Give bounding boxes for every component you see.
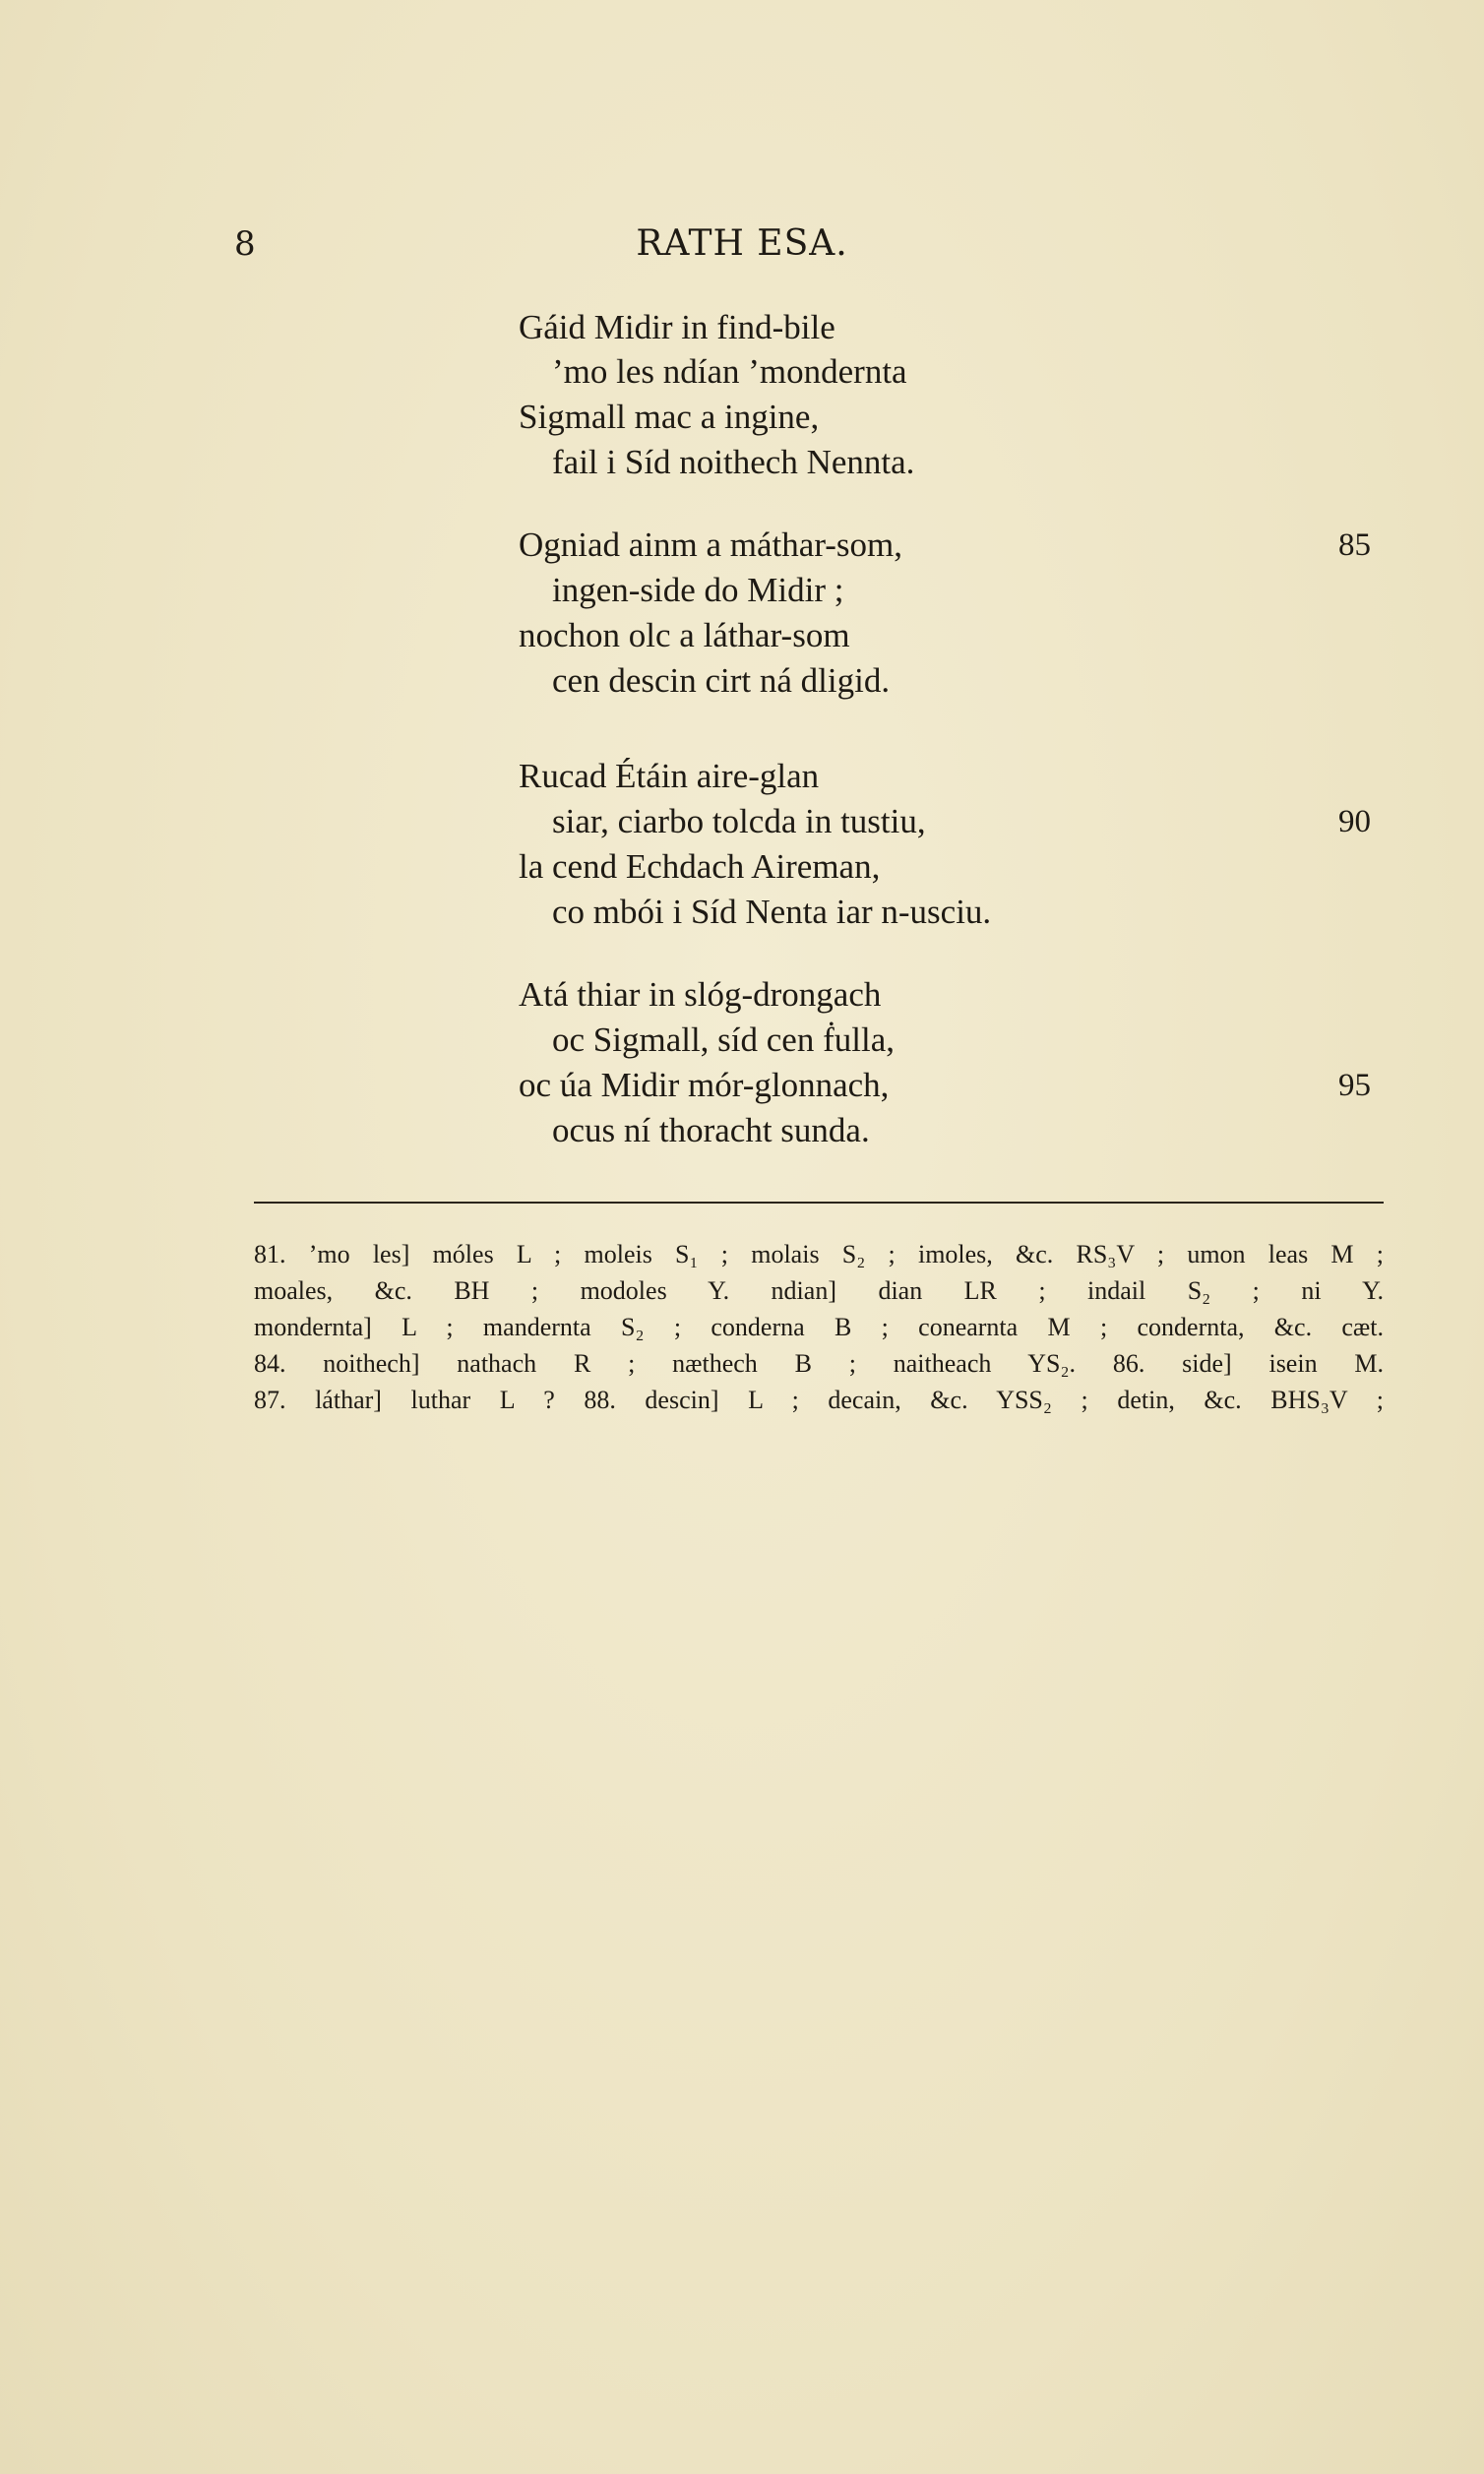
line-number: 85 (1338, 527, 1371, 563)
footnote-line: mondernta] L ; mandernta S₂ ; conderna B ; conearnta M ; condernta, &c. cæt. (254, 1313, 1384, 1341)
verse-line: cen descin cirt ná dligid. (552, 661, 891, 700)
verse-line: Gáid Midir in find-bile (519, 308, 835, 346)
verse-line: fail i Síd noithech Nennta. (552, 443, 915, 481)
footnotes (254, 1236, 1384, 1418)
running-head: RATH ESA. (636, 223, 848, 264)
line-number: 90 (1338, 804, 1371, 839)
footnote-rule (254, 1202, 1384, 1204)
verse-line: ’mo les ndían ’mondernta (552, 352, 907, 391)
footnote-line: 81. ’mo les] móles L ; moleis S₁ ; molais S₂ ; imoles, &c. RS₃V ; umon leas M ; (254, 1240, 1384, 1268)
line-number: 95 (1338, 1068, 1371, 1103)
verse-line: Rucad Étáin aire-glan (519, 757, 820, 795)
verse-line: Atá thiar in slóg-drongach (519, 975, 882, 1014)
verse-line: oc Sigmall, síd cen ḟulla, (552, 1021, 895, 1059)
footnote-line: 87. láthar] luthar L ? 88. descin] L ; decain, &c. YSS₂ ; detin, &c. BHS₃V ; (254, 1386, 1384, 1414)
verse-line: Sigmall mac a ingine, (519, 398, 820, 436)
footnote-line: moales, &c. BH ; modoles Y. ndian] dian LR ; indail S₂ ; ni Y. (254, 1276, 1384, 1305)
verse-line: ingen-side do Midir ; (552, 571, 844, 609)
verse-line: siar, ciarbo tolcda in tustiu, (552, 802, 926, 840)
verse-line: co mbói i Síd Nenta iar n-usciu. (552, 893, 992, 931)
verse-line: oc úa Midir mór-glonnach, (519, 1066, 890, 1104)
verse-line: la cend Echdach Aireman, (519, 847, 881, 886)
verse-line: Ogniad ainm a máthar-som, (519, 526, 903, 564)
verse-line: ocus ní thoracht sunda. (552, 1111, 870, 1149)
verse-line: nochon olc a láthar-som (519, 616, 850, 654)
footnote-line: 84. noithech] nathach R ; næthech B ; naitheach YS₂. 86. side] isein M. (254, 1349, 1384, 1378)
page-number: 8 (234, 224, 256, 264)
